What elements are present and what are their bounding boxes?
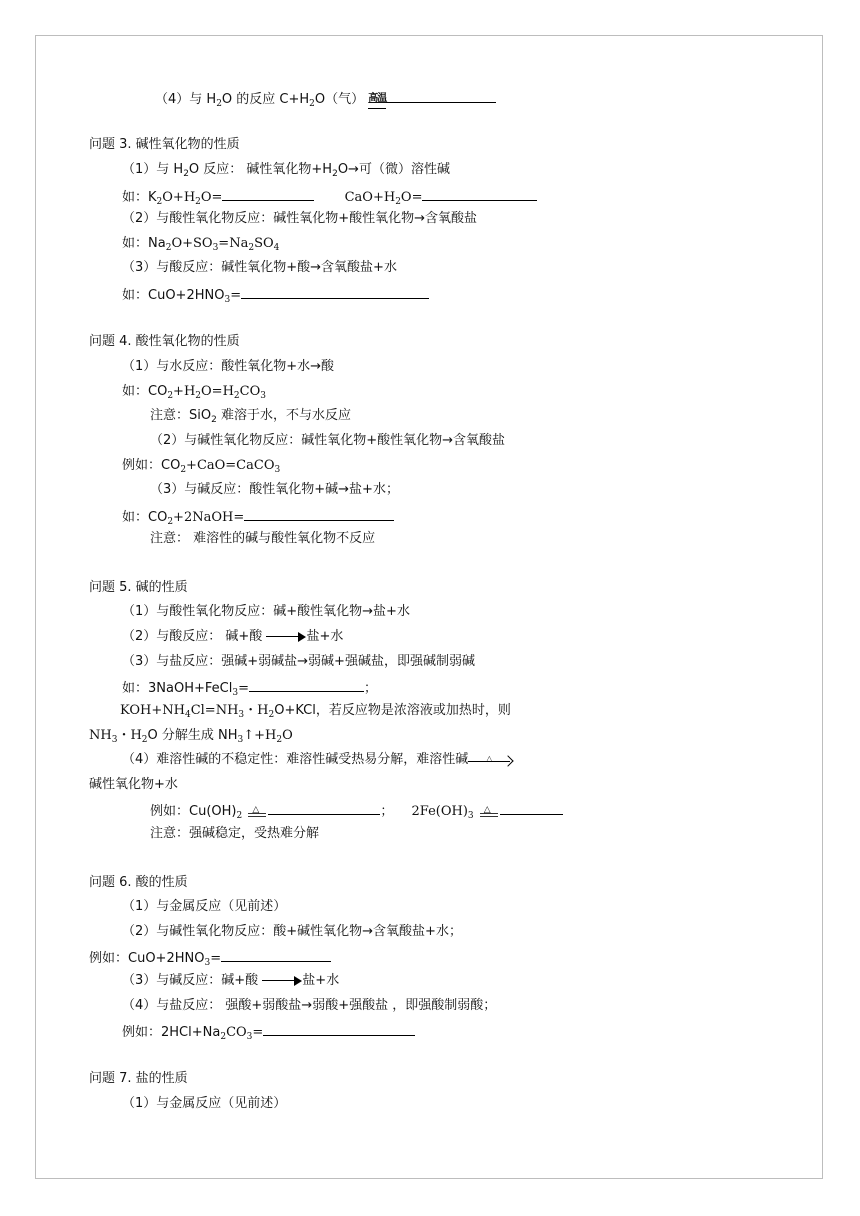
heating-arrow-icon: △: [468, 753, 512, 767]
answer-blank[interactable]: [386, 89, 496, 103]
q4-title: 问题 4. 酸性氧化物的性质: [89, 334, 240, 349]
q5-example2-line1: $KOH+NH_4Cl=NH_3$・$H_2O+KCl$，若反应物是浓溶液或加热时，则: [120, 703, 511, 720]
answer-blank[interactable]: [500, 801, 563, 815]
q6-item2: （2）与碱性氧化物反应：酸+碱性氧化物→含氧酸盐+水；: [122, 924, 462, 939]
q3-item2: （2）与酸性氧化物反应：碱性氧化物+酸性氧化物→含氧酸盐: [122, 211, 478, 226]
q4-item3: （3）与碱反应：酸性氧化物+碱→盐+水；: [150, 482, 399, 497]
q5-example2-line2: $NH_3$・$H_2O$ 分解生成 $NH_3↑+H_2O$: [89, 728, 293, 745]
q5-item4: （4）难溶性碱的不稳定性：难溶性碱受热易分解，难溶性碱 △: [122, 752, 512, 768]
q5-example1: 如：3NaOH+FeCl$_3$= ；: [122, 678, 377, 694]
q6-example2: 例如：$2HCl+Na_2CO_3=$: [122, 1022, 415, 1038]
q7-title: 问题 7. 盐的性质: [89, 1071, 188, 1086]
q7-item1: （1）与金属反应（见前述）: [122, 1096, 287, 1111]
answer-blank[interactable]: [221, 948, 331, 962]
q3-item1: （1）与 $H_2O$ 反应： 碱性氧化物$+H_2O\to$可（微）溶性碱: [122, 162, 450, 179]
heating-condition-icon: △: [480, 805, 498, 819]
q5-example3: 例如：$Cu(OH)_2$ △ ； $2Fe(OH)_3$ △: [150, 801, 563, 817]
answer-blank[interactable]: [222, 187, 314, 201]
answer-blank[interactable]: [268, 801, 380, 815]
q5-item2: （2）与酸反应： 碱+酸 盐+水: [122, 629, 344, 644]
reaction-line-c-h2o: （4）与 $H_2O$ 的反应 $C+H_2O$（气） 高温: [155, 89, 496, 105]
q4-example2: 例如：$CO_2+CaO=CaCO_3$: [122, 458, 281, 475]
answer-blank[interactable]: [422, 187, 537, 201]
q5-item1: （1）与酸性氧化物反应：碱+酸性氧化物→盐+水: [122, 604, 410, 619]
q4-item2: （2）与碱性氧化物反应：碱性氧化物+酸性氧化物→含氧酸盐: [150, 433, 506, 448]
q6-item3: （3）与碱反应：碱+酸 盐+水: [122, 973, 340, 988]
q3-example2: 如：$Na_2O+SO_3=Na_2SO_4$: [122, 236, 280, 253]
q6-item1: （1）与金属反应（见前述）: [122, 899, 287, 914]
reaction-arrow-icon: [266, 632, 306, 642]
answer-blank[interactable]: [263, 1022, 415, 1036]
q6-item4: （4）与盐反应： 强酸+弱酸盐→弱酸+强酸盐 ，即强酸制弱酸；: [122, 998, 497, 1013]
answer-blank[interactable]: [241, 285, 429, 299]
reaction-arrow-icon: [262, 976, 302, 986]
q3-example3: 如：$CuO+2HNO_3=$: [122, 285, 429, 301]
q5-note: 注意：强碱稳定，受热难分解: [150, 826, 320, 841]
q5-item3: （3）与盐反应：强碱+弱碱盐→弱碱+强碱盐，即强碱制弱碱: [122, 654, 475, 669]
q5-item4-continued: 碱性氧化物+水: [89, 777, 178, 792]
answer-blank[interactable]: [249, 678, 364, 692]
q4-item1: （1）与水反应：酸性氧化物+水→酸: [122, 359, 335, 374]
q3-title: 问题 3. 碱性氧化物的性质: [89, 137, 240, 152]
q4-note1: 注意：SiO$_2$ 难溶于水，不与水反应: [150, 408, 351, 425]
q5-title: 问题 5. 碱的性质: [89, 580, 188, 595]
heating-condition-icon: △: [248, 805, 266, 819]
high-temperature-condition: 高温: [368, 91, 386, 109]
q4-example3: 如：$CO_2+2NaOH=$: [122, 507, 394, 523]
q3-example1: 如：$K_2O+H_2O= CaO+H_2O=$: [122, 187, 537, 203]
q4-example1: 如：$CO_2+H_2O=H_2CO_3$: [122, 384, 266, 401]
q6-title: 问题 6. 酸的性质: [89, 875, 188, 890]
q6-example1: 例如：$CuO+2HNO_3=$: [89, 948, 331, 964]
answer-blank[interactable]: [244, 507, 394, 521]
q3-item3: （3）与酸反应：碱性氧化物+酸→含氧酸盐+水: [122, 260, 397, 275]
q4-note2: 注意： 难溶性的碱与酸性氧化物不反应: [150, 531, 376, 546]
